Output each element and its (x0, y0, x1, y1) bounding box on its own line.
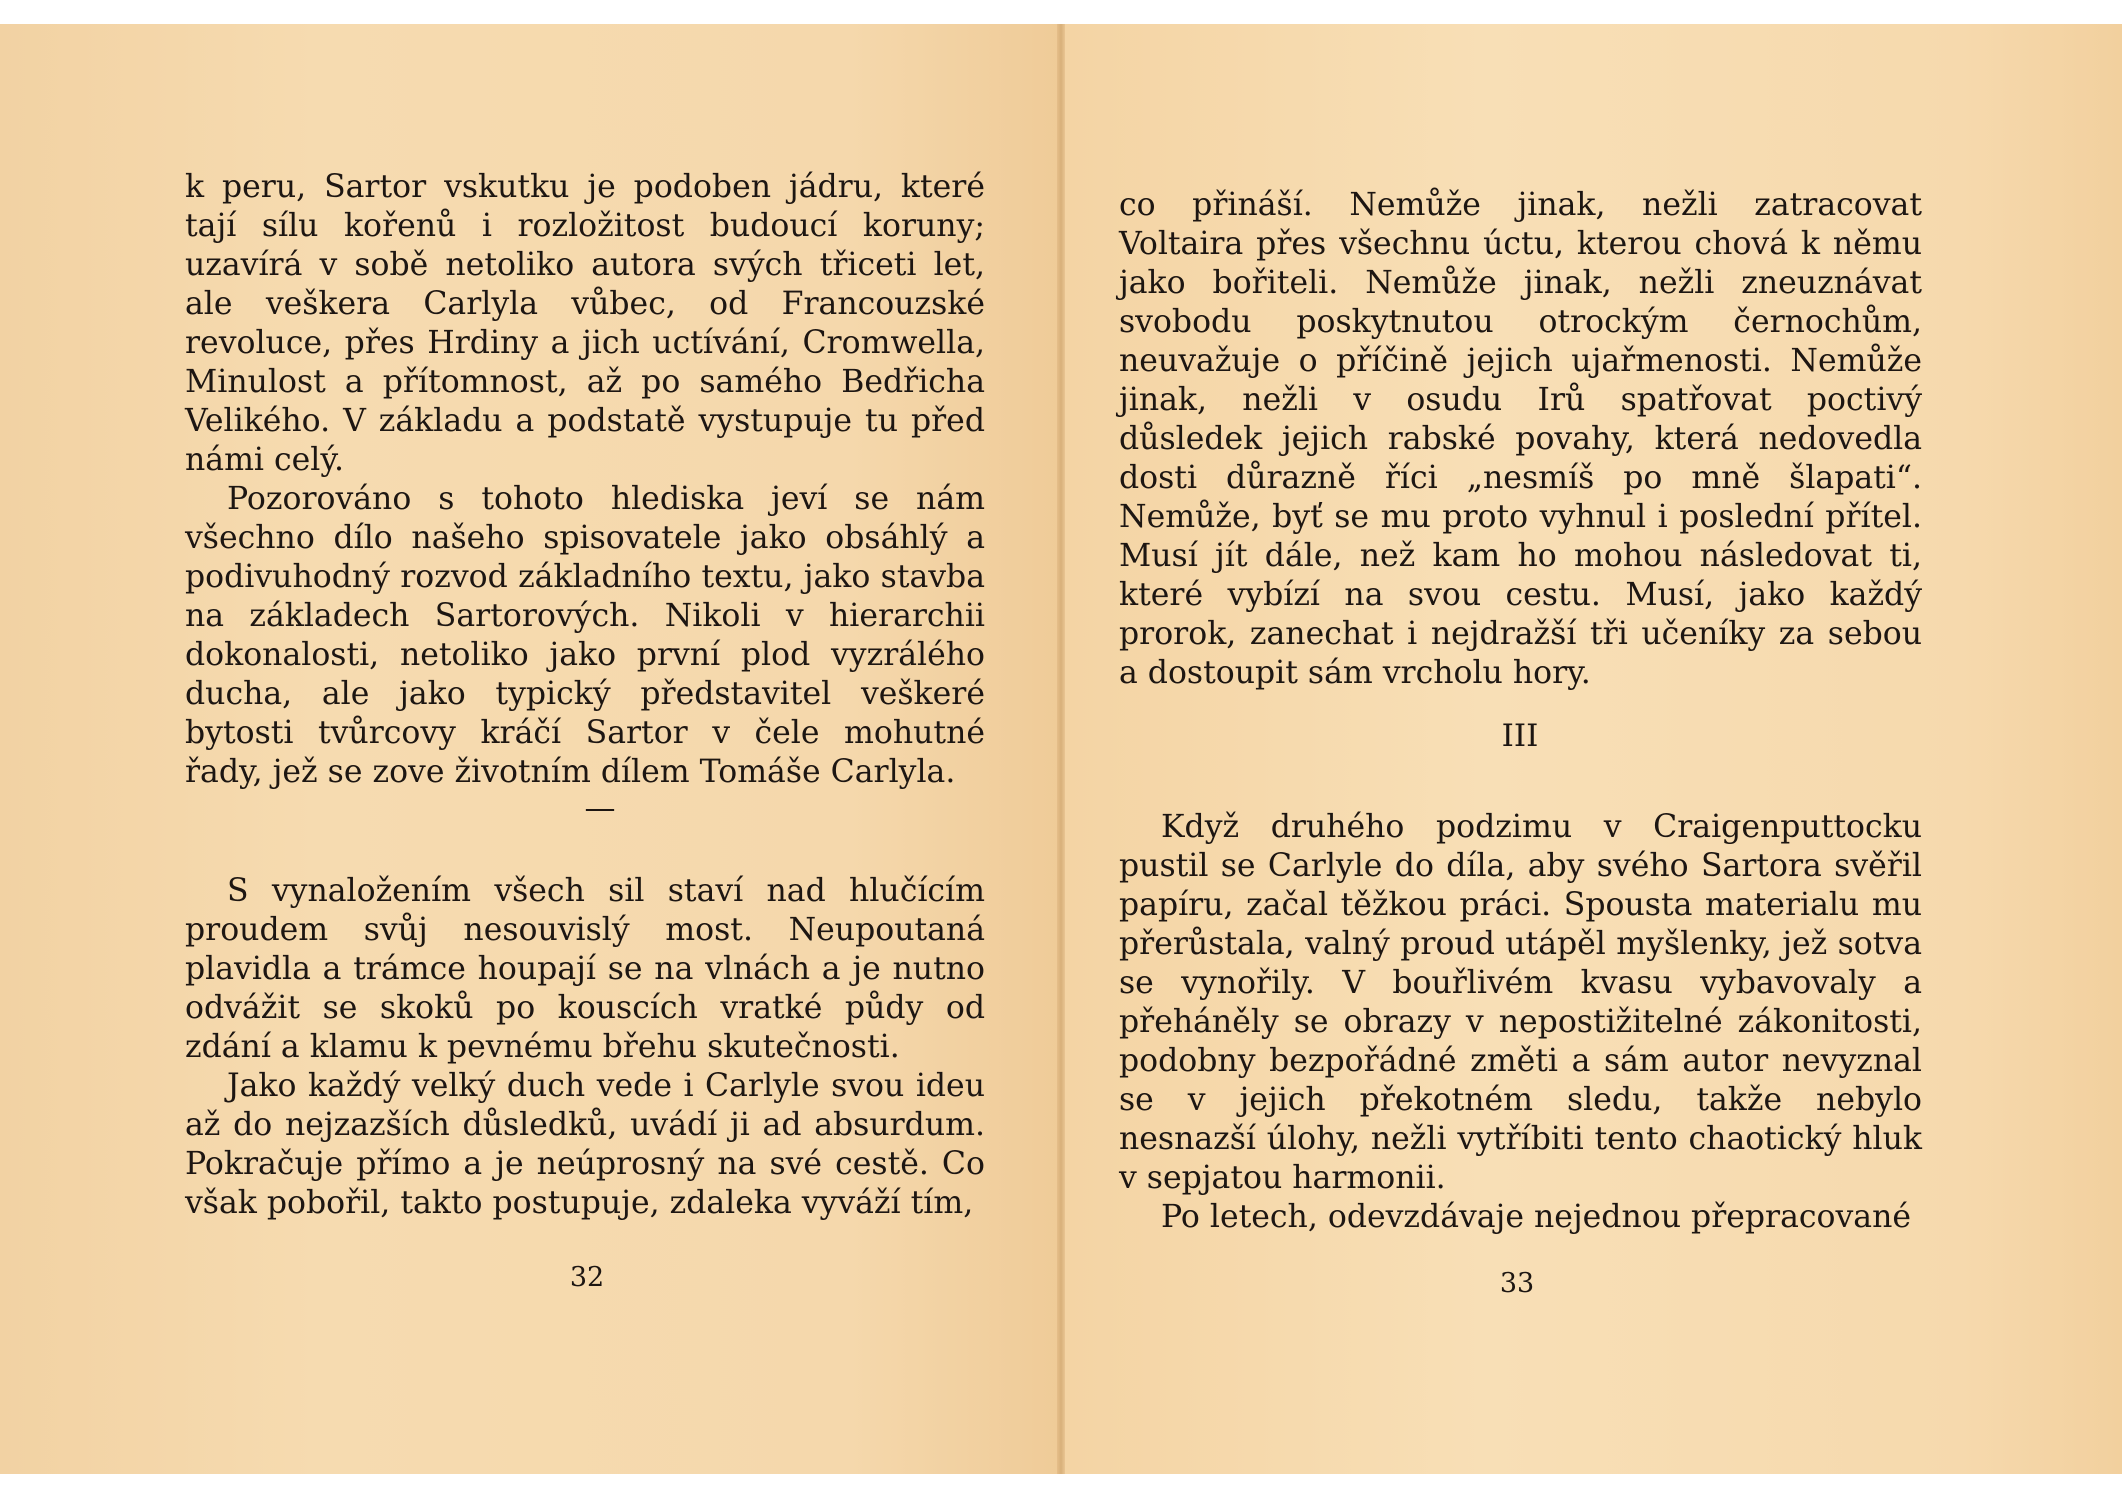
section-separator: — (584, 790, 616, 826)
left-paragraph-3: S vynaložením všech sil staví nad hlučícím proudem svůj nesouvislý most. Neupoutaná plavidla a trámce houpají se na vlnách a je nutno odvážit se skoků po kouscích vratké půdy od zdání a klamu k pevnému břehu skutečnosti. (185, 873, 985, 1065)
book-gutter (1057, 24, 1065, 1474)
left-text-upper (185, 168, 985, 792)
right-text-lower (1119, 808, 1922, 1237)
section-heading: III (1501, 718, 1539, 754)
left-paragraph-1: k peru, Sartor vskutku je podoben jádru, které tají sílu kořenů i rozložitost budoucí koruny; uzavírá v sobě netoliko autora svých třiceti let, ale veškera Carlyla vůbec, od Francouzské revoluce, přes Hrdiny a jich uctívání, Cromwella, Minulost a přítomnost, až po samého Bedřicha Velikého. V základu a podstatě vystupuje tu před námi celý. (185, 169, 985, 478)
right-paragraph-3: Po letech, odevzdávaje nejednou přepracované (1161, 1199, 1912, 1235)
right-paragraph-1: co přináší. Nemůže jinak, nežli zatracovat Voltaira přes všechnu úctu, kterou chová k němu jako bořiteli. Nemůže jinak, nežli zneuznávat svobodu poskytnutou otrockým černochům, neuvažuje o příčině jejich ujařmenosti. Nemůže jinak, nežli v osudu Irů spatřovat poctivý důsledek jejich rabské povahy, která nedovedla dosti důrazně říci „nesmíš po mně šlapati“. Nemůže, byť se mu proto vyhnul i poslední přítel. Musí jít dále, než kam ho mohou následovat ti, které vybízí na svou cestu. Musí, jako každý prorok, zanechat i nejdražší tři učeníky za sebou a dostoupit sám vrcholu hory. (1119, 187, 1922, 691)
left-paragraph-4: Jako každý velký duch vede i Carlyle svou ideu až do nejzazších důsledků, uvádí ji ad absurdum. Pokračuje přímo a je neúprosný na své cestě. Co však pobořil, takto postupuje, zdaleka vyváží tím, (185, 1068, 985, 1221)
page-number-right: 33 (1499, 1268, 1535, 1299)
left-text-lower (185, 872, 985, 1223)
left-paragraph-2: Pozorováno s tohoto hlediska jeví se nám všechno dílo našeho spisovatele jako obsáhlý a podivuhodný rozvod základního textu, jako stavba na základech Sartorových. Nikoli v hierarchii dokonalosti, netoliko jako první plod vyzrálého ducha, ale jako typický představitel veškeré bytosti tvůrcovy kráčí Sartor v čele mohutné řady, jež se zove životním dílem Tomáše Carlyla. (185, 481, 985, 790)
right-text-upper (1119, 186, 1922, 693)
page-number-left: 32 (569, 1262, 605, 1293)
right-paragraph-2: Když druhého podzimu v Craigenputtocku pustil se Carlyle do díla, aby svého Sartora svěřil papíru, začal těžkou práci. Spousta materialu mu přerůstala, valný proud utápěl myšlenky, jež sotva se vynořily. V bouřlivém kvasu vybavovaly a přeháněly se obrazy v nepostižitelné zákonitosti, podobny bezpořádné změti a sám autor nevyznal se v jejich překotném sledu, takže nebylo nesnazší úlohy, nežli vytříbiti tento chaotický hluk v sepjatou harmonii. (1119, 809, 1922, 1196)
